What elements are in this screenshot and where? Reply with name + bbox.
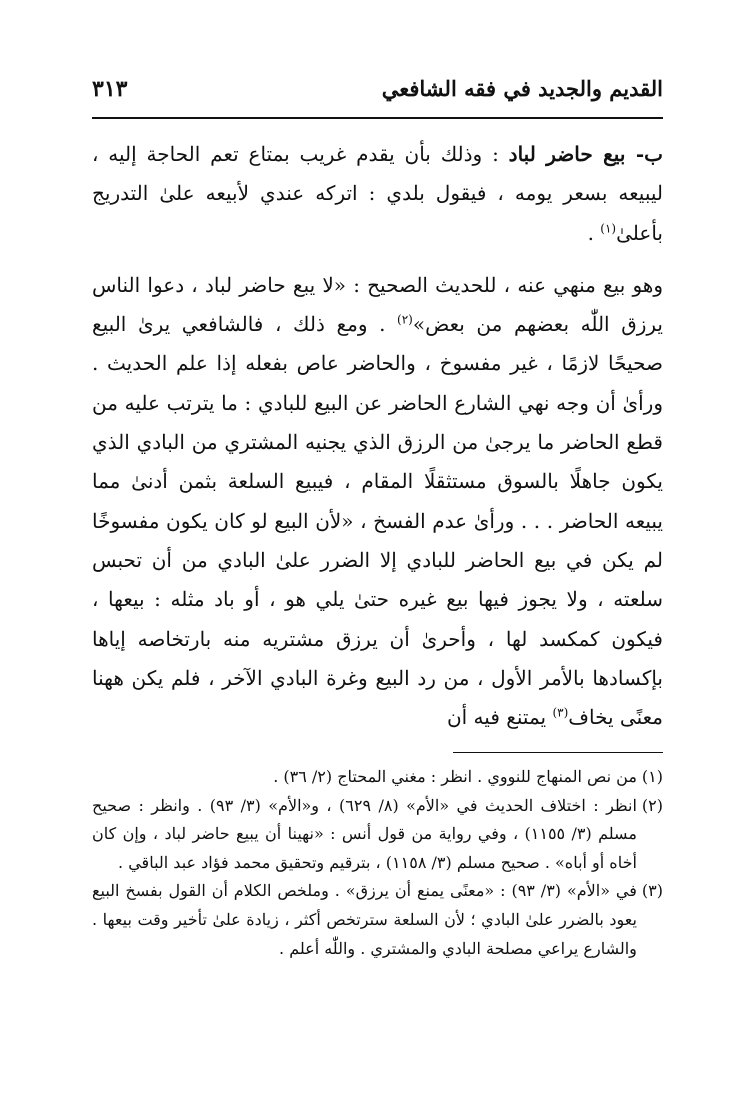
footnote-3-mark: (٣) [641,881,663,901]
section-heading: ب- بيع حاضر لباد [508,142,663,166]
footnote-ref-2: (٢) [397,312,413,327]
footnote-ref-3: (٣) [552,705,569,720]
header-divider [92,117,663,119]
page-number: ٣١٣ [92,76,128,102]
paragraph-2 [92,266,663,738]
footnote-ref-1: (١) [600,220,617,235]
footnote-2-text: انظر : اختلاف الحديث في «الأم» (٨/ ٦٢٩) ، و«الأم» (٣/ ٩٣) . وانظر : صحيح مسلم (٣/ ١١٥٥) ، وفي رواية من قول أنس : «نهينا أن يبيع حاضر لباد ، وإن كان أخاه أو أباه» . صحيح مسلم (٣/ ١١٥٨) ، بترقيم وتحقيق محمد فؤاد عبد الباقي . [92,795,637,872]
running-title: القديم والجديد في فقه الشافعي [381,76,663,101]
paragraph-1-tail: . [587,220,601,245]
footnote-divider [453,752,663,753]
paragraph-2-text-c: يمتنع فيه أن [446,705,553,730]
paragraph-1-text: : وذلك بأن يقدم غريب بمتاع تعم الحاجة إليه ، ليبيعه بسعر يومه ، فيقول بلدي : اتركه عندي لأبيعه علىٰ التدريج بأعلىٰ [92,142,663,245]
footnote-1-text: من نص المنهاج للنووي . انظر : مغني المحتاج (٢/ ٣٦) . [273,767,637,786]
paragraph-1 [92,135,663,253]
footnote-2-mark: (٢) [641,795,663,815]
footnote-3-text: في «الأم» (٣/ ٩٣) : «معنًى يمنع أن يرزق» . وملخص الكلام أن القول بفسخ البيع يعود بالضرر علىٰ البادي ؛ لأن السلعة سترتخص أكثر ، زيادة علىٰ تأخير وقت بيعها . والشارع يراعي مصلحة البادي والمشتري . واللّٰه أعلم . [92,881,637,958]
footnote-1-mark: (١) [641,767,663,786]
paragraph-2-text-a: وهو بيع منهي عنه ، للحديث الصحيح : «لا يبع حاضر لباد ، دعوا الناس يرزق اللّٰه بعضهم من بعض» [92,272,663,337]
footnote-1 [92,763,663,792]
paragraph-2-text-b: . ومع ذلك ، فالشافعي يرىٰ البيع صحيحًا لازمًا ، غير مفسوخ ، والحاضر عاص بفعله إذا علم الحديث . ورأىٰ أن وجه نهي الشارع الحاضر عن البيع للبادي : ما يترتب عليه من قطع الحاضر ما يرجىٰ من الرزق الذي يجنيه المشتري من البادي الذي يكون جاهلًا بالسوق مستثقلًا المقام ، فيبيع السلعة بثمن أدنىٰ مما يبيعه الحاضر . . . ورأىٰ عدم الفسخ ، «لأن البيع لو كان يكون مفسوخًا لم يكن في بيع الحاضر للبادي إلا الضرر علىٰ البادي من أن تحبس سلعته ، ولا يجوز فيها بيع غيره حتىٰ يلي هو ، أو باد مثله : بيعها ، فيكون كمكسد لها ، وأحرىٰ أن يرزق مشتريه منه بارتخاصه إياها بإكسادها بالأمر الأول ، من رد البيع وغرة البادي الآخر ، فلم يكن ههنا معنًى يخاف [92,312,664,730]
footnotes [92,763,663,963]
footnote-2 [92,792,663,878]
running-header [92,76,663,110]
main-text [92,135,663,737]
footnote-3 [92,877,663,963]
